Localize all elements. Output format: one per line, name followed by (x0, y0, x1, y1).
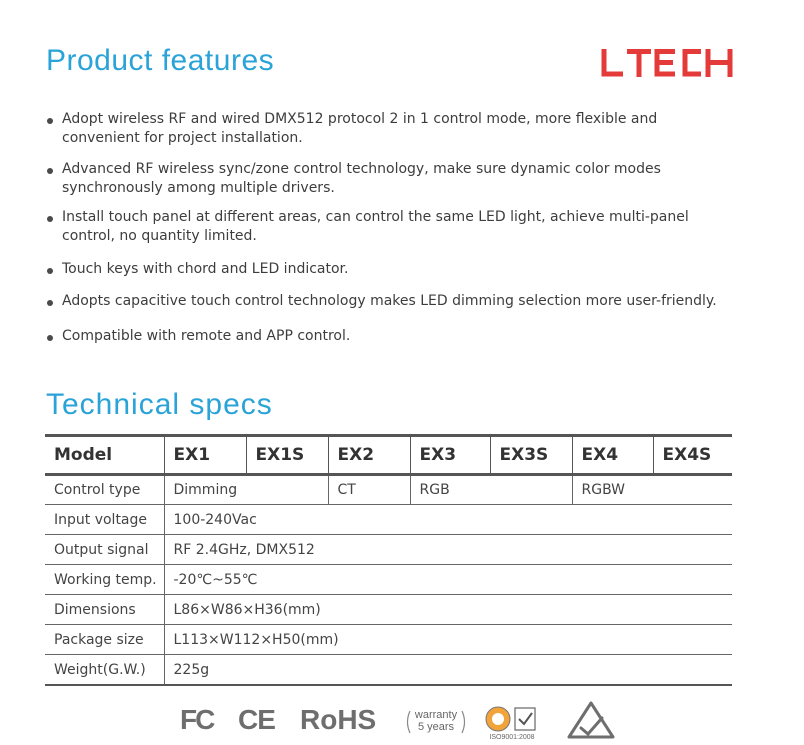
fc-logo: FC (180, 704, 214, 735)
ltech-logo-icon (601, 49, 733, 77)
table-row (45, 505, 732, 535)
header-ex3: EX3 (410, 436, 490, 475)
row-label: Working temp. (45, 565, 164, 595)
warranty-badge (404, 708, 468, 736)
cell-value: CT (328, 475, 410, 505)
ce-logo: CE (238, 704, 275, 735)
table-row (45, 535, 732, 565)
feature-item (46, 327, 746, 346)
feature-text: Adopts capacitive touch control technology makes LED dimming selection more user-friendly. (62, 293, 717, 309)
cell-value: RGB (410, 475, 572, 505)
header-ex1: EX1 (164, 436, 246, 475)
feature-item (46, 208, 746, 246)
feature-item (46, 292, 746, 311)
bullet-icon (47, 118, 53, 124)
cell-value: 225g (164, 655, 732, 686)
cell-value: L86×W86×H36(mm) (164, 595, 732, 625)
cell-value: -20℃~55℃ (164, 565, 732, 595)
header-model: Model (45, 436, 164, 475)
specs-table (45, 434, 732, 686)
table-row (45, 565, 732, 595)
row-label: Package size (45, 625, 164, 655)
feature-text-continued: synchronously among multiple drivers. (62, 180, 335, 196)
header-ex2: EX2 (328, 436, 410, 475)
header-ex4: EX4 (572, 436, 653, 475)
warranty-years: 5 years (417, 721, 455, 733)
header-ex3s: EX3S (490, 436, 572, 475)
header-ex4s: EX4S (653, 436, 732, 475)
table-row (45, 625, 732, 655)
iso-sgs-icon (482, 704, 542, 734)
feature-item (46, 110, 746, 148)
rcm-triangle-icon (566, 700, 616, 740)
product-features-title: Product features (46, 44, 275, 77)
row-label: Input voltage (45, 505, 164, 535)
feature-text: Touch keys with chord and LED indicator. (62, 261, 349, 277)
row-label: Output signal (45, 535, 164, 565)
bullet-icon (47, 335, 53, 341)
bullet-icon (47, 300, 53, 306)
table-row (45, 475, 732, 505)
ltech-logo (601, 49, 733, 81)
bullet-icon (47, 216, 53, 222)
bullet-icon (47, 168, 53, 174)
table-row (45, 595, 732, 625)
row-label: Control type (45, 475, 164, 505)
cell-value: Dimming (164, 475, 328, 505)
header-ex1s: EX1S (246, 436, 328, 475)
cell-value: 100-240Vac (164, 505, 732, 535)
iso-text: ISO9001:2008 (489, 734, 535, 741)
feature-text: Advanced RF wireless sync/zone control technology, make sure dynamic color modes (62, 161, 661, 177)
specs-header-row (45, 436, 732, 475)
bullet-icon (47, 268, 53, 274)
iso-badge (482, 704, 542, 744)
feature-item (46, 260, 746, 279)
technical-specs-title: Technical specs (46, 388, 273, 421)
feature-text: Adopt wireless RF and wired DMX512 protocol 2 in 1 control mode, more flexible and (62, 111, 658, 127)
row-label: Weight(G.W.) (45, 655, 164, 686)
cell-value: RGBW (572, 475, 732, 505)
feature-text: Install touch panel at different areas, can control the same LED light, achieve multi-panel (62, 209, 689, 225)
rcm-logo (566, 700, 616, 744)
feature-text: Compatible with remote and APP control. (62, 328, 351, 344)
feature-item (46, 160, 746, 198)
rohs-logo: RoHS (300, 704, 377, 735)
feature-text-continued: convenient for project installation. (62, 130, 303, 146)
row-label: Dimensions (45, 595, 164, 625)
warranty-text: warranty (414, 709, 458, 721)
cell-value: RF 2.4GHz, DMX512 (164, 535, 732, 565)
feature-text-continued: control, no quantity limited. (62, 228, 257, 244)
table-row (45, 655, 732, 686)
cell-value: L113×W112×H50(mm) (164, 625, 732, 655)
